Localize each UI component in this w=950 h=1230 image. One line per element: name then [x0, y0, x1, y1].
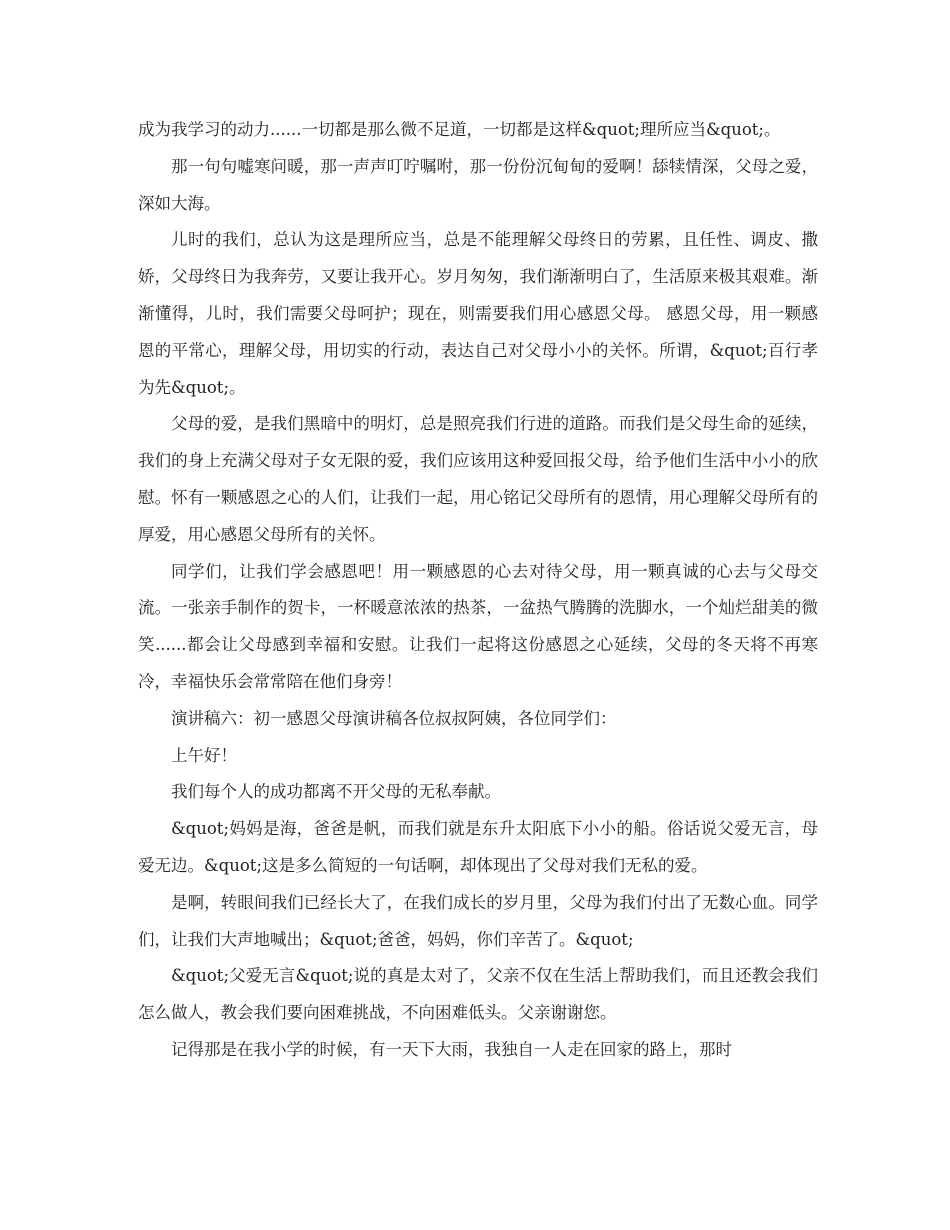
paragraph: 是啊，转眼间我们已经长大了，在我们成长的岁月里，父母为我们付出了无数心血。同学们，让我们大声地喊出；&quot;爸爸，妈妈，你们辛苦了。&quot;: [138, 892, 818, 949]
greeting: 上午好！: [171, 745, 237, 765]
paragraph: 同学们，让我们学会感恩吧！用一颗感恩的心去对待父母，用一颗真诚的心去与父母交流。一张亲手制作的贺卡，一杯暖意浓浓的热茶，一盆热气腾腾的洗脚水，一个灿烂甜美的微笑......都会让父母感到幸福和安慰。让我们一起将这份感恩之心延续，父母的冬天将不再寒冷，幸福快乐会常常陪在他们身旁！: [138, 561, 818, 691]
section-heading: 演讲稿六：初一感恩父母演讲稿各位叔叔阿姨，各位同学们：: [171, 708, 617, 728]
paragraph: 那一句句嘘寒问暖，那一声声叮咛嘱咐，那一份份沉甸甸的爱啊！舔犊情深，父母之爱，深如大海。: [138, 156, 818, 213]
paragraph: 记得那是在我小学的时候，有一天下大雨，我独自一人走在回家的路上，那时: [171, 1039, 732, 1059]
paragraph: &quot;父爱无言&quot;说的真是太对了，父亲不仅在生活上帮助我们，而且还教会我们怎么做人，教会我们要向困难挑战，不向困难低头。父亲谢谢您。: [138, 966, 818, 1023]
paragraph: 成为我学习的动力......一切都是那么微不足道，一切都是这样&quot;理所应当&quot;。: [138, 120, 781, 139]
paragraph: &quot;妈妈是海，爸爸是帆，而我们就是东升太阳底下小小的船。俗话说父爱无言，母爱无边。&quot;这是多么简短的一句话啊，却体现出了父母对我们无私的爱。: [138, 819, 818, 875]
paragraph: 我们每个人的成功都离不开父母的无私奉献。: [171, 782, 501, 802]
document-page: [138, 112, 818, 1069]
paragraph: 父母的爱，是我们黑暗中的明灯，总是照亮我们行进的道路。而我们是父母生命的延续，我们的身上充满父母对子女无限的爱，我们应该用这种爱回报父母，给予他们生活中小小的欣慰。怀有一颗感恩之心的人们，让我们一起，用心铭记父母所有的恩情，用心理解父母所有的厚爱，用心感恩父母所有的关怀。: [138, 414, 818, 544]
paragraph: 儿时的我们，总认为这是理所应当，总是不能理解父母终日的劳累，且任性、调皮、撒娇，父母终日为我奔劳，又要让我开心。岁月匆匆，我们渐渐明白了，生活原来极其艰难。渐渐懂得，儿时，我们需要父母呵护；现在，则需要我们用心感恩父母。 感恩父母，用一颗感恩的平常心，理解父母，用切实的行动，表达自己对父母小小的关怀。所谓，&quot;百行孝为先&quot;。: [138, 230, 818, 397]
